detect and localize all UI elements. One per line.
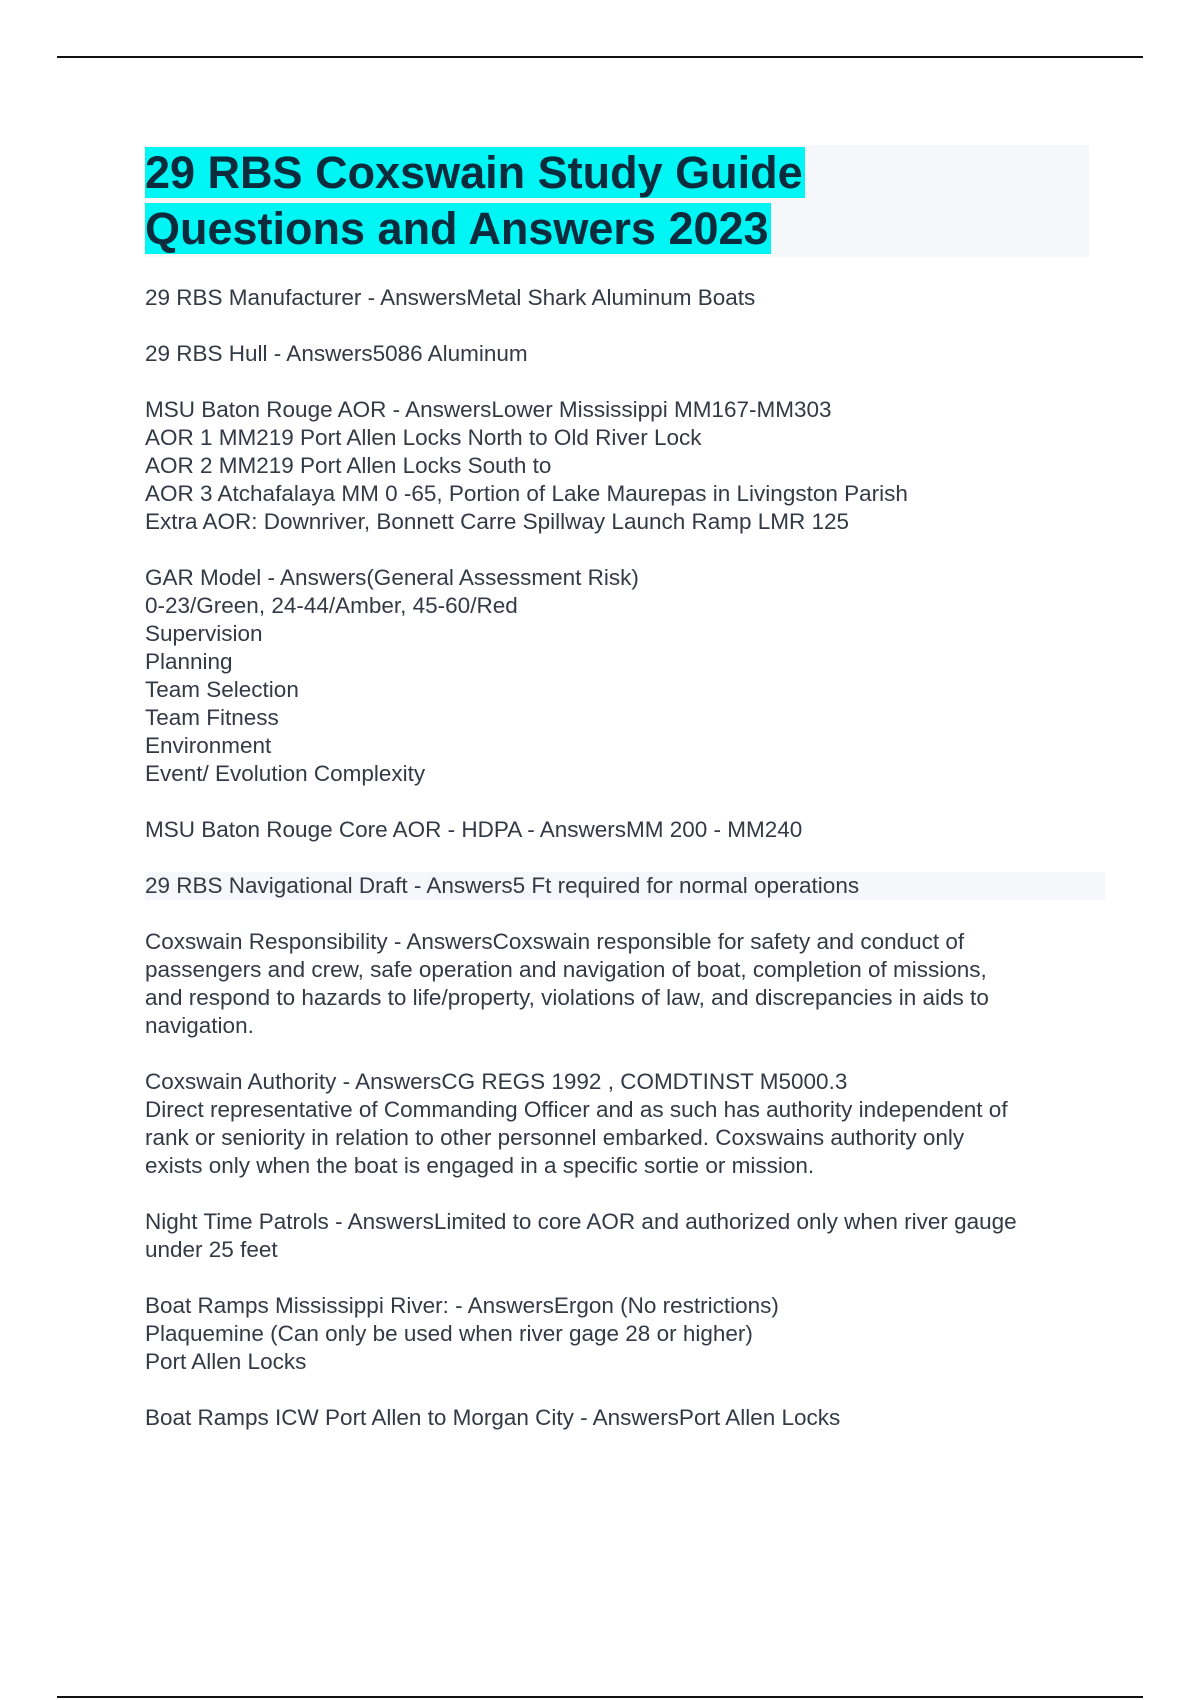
qa-line: Port Allen Locks (145, 1349, 307, 1374)
qa-line: MSU Baton Rouge Core AOR - HDPA - AnswersMM 200 - MM240 (145, 817, 803, 842)
title-line-2: Questions and Answers 2023 (145, 203, 769, 254)
qa-item-coxswain-responsibility (145, 928, 1105, 1040)
qa-line: 29 RBS Hull - Answers5086 Aluminum (145, 341, 528, 366)
qa-item-boat-ramps-icw (145, 1404, 1105, 1432)
title-line-1: 29 RBS Coxswain Study Guide (145, 147, 803, 198)
qa-line: 29 RBS Navigational Draft - Answers5 Ft required for normal operations (145, 872, 1105, 900)
top-rule (57, 56, 1143, 58)
qa-line: Environment (145, 733, 272, 758)
qa-line: Night Time Patrols - AnswersLimited to core AOR and authorized only when river gauge (145, 1209, 1017, 1234)
qa-line: Coxswain Authority - AnswersCG REGS 1992 , COMDTINST M5000.3 (145, 1069, 848, 1094)
qa-item-core-aor (145, 816, 1105, 844)
qa-line: rank or seniority in relation to other personnel embarked. Coxswains authority only (145, 1125, 965, 1150)
qa-line: AOR 2 MM219 Port Allen Locks South to (145, 453, 552, 478)
qa-item-night-patrols (145, 1208, 1105, 1264)
qa-item-gar-model (145, 564, 1105, 788)
qa-line: Extra AOR: Downriver, Bonnett Carre Spillway Launch Ramp LMR 125 (145, 509, 850, 534)
qa-line: Team Fitness (145, 705, 279, 730)
qa-item-nav-draft (145, 872, 1105, 900)
qa-line: Team Selection (145, 677, 299, 702)
title-block (145, 145, 1089, 257)
qa-line: under 25 feet (145, 1237, 278, 1262)
qa-line: Boat Ramps ICW Port Allen to Morgan City - AnswersPort Allen Locks (145, 1405, 841, 1430)
qa-item-msu-aor (145, 396, 1105, 536)
qa-line: passengers and crew, safe operation and navigation of boat, completion of missions, (145, 957, 987, 982)
qa-line: Direct representative of Commanding Officer and as such has authority independent of (145, 1097, 1008, 1122)
qa-line: Plaquemine (Can only be used when river gage 28 or higher) (145, 1321, 753, 1346)
qa-line: Coxswain Responsibility - AnswersCoxswain responsible for safety and conduct of (145, 929, 965, 954)
qa-item-coxswain-authority (145, 1068, 1105, 1180)
qa-line: Boat Ramps Mississippi River: - AnswersErgon (No restrictions) (145, 1293, 779, 1318)
qa-line: Planning (145, 649, 233, 674)
qa-line: GAR Model - Answers(General Assessment Risk) (145, 565, 639, 590)
qa-line: MSU Baton Rouge AOR - AnswersLower Mississippi MM167-MM303 (145, 397, 832, 422)
qa-line: navigation. (145, 1013, 254, 1038)
qa-line: AOR 3 Atchafalaya MM 0 -65, Portion of Lake Maurepas in Livingston Parish (145, 481, 908, 506)
qa-line: 0-23/Green, 24-44/Amber, 45-60/Red (145, 593, 518, 618)
page-title (145, 145, 1089, 257)
qa-item-hull (145, 340, 1105, 368)
qa-line: AOR 1 MM219 Port Allen Locks North to Old River Lock (145, 425, 702, 450)
qa-item-boat-ramps-river (145, 1292, 1105, 1376)
bottom-rule (57, 1696, 1143, 1698)
qa-line: and respond to hazards to life/property, violations of law, and discrepancies in aids to (145, 985, 989, 1010)
qa-line: exists only when the boat is engaged in a specific sortie or mission. (145, 1153, 815, 1178)
qa-item-manufacturer (145, 284, 1105, 312)
qa-line: Event/ Evolution Complexity (145, 761, 426, 786)
qa-list (145, 284, 1105, 1460)
qa-line: 29 RBS Manufacturer - AnswersMetal Shark Aluminum Boats (145, 285, 756, 310)
qa-line: Supervision (145, 621, 263, 646)
